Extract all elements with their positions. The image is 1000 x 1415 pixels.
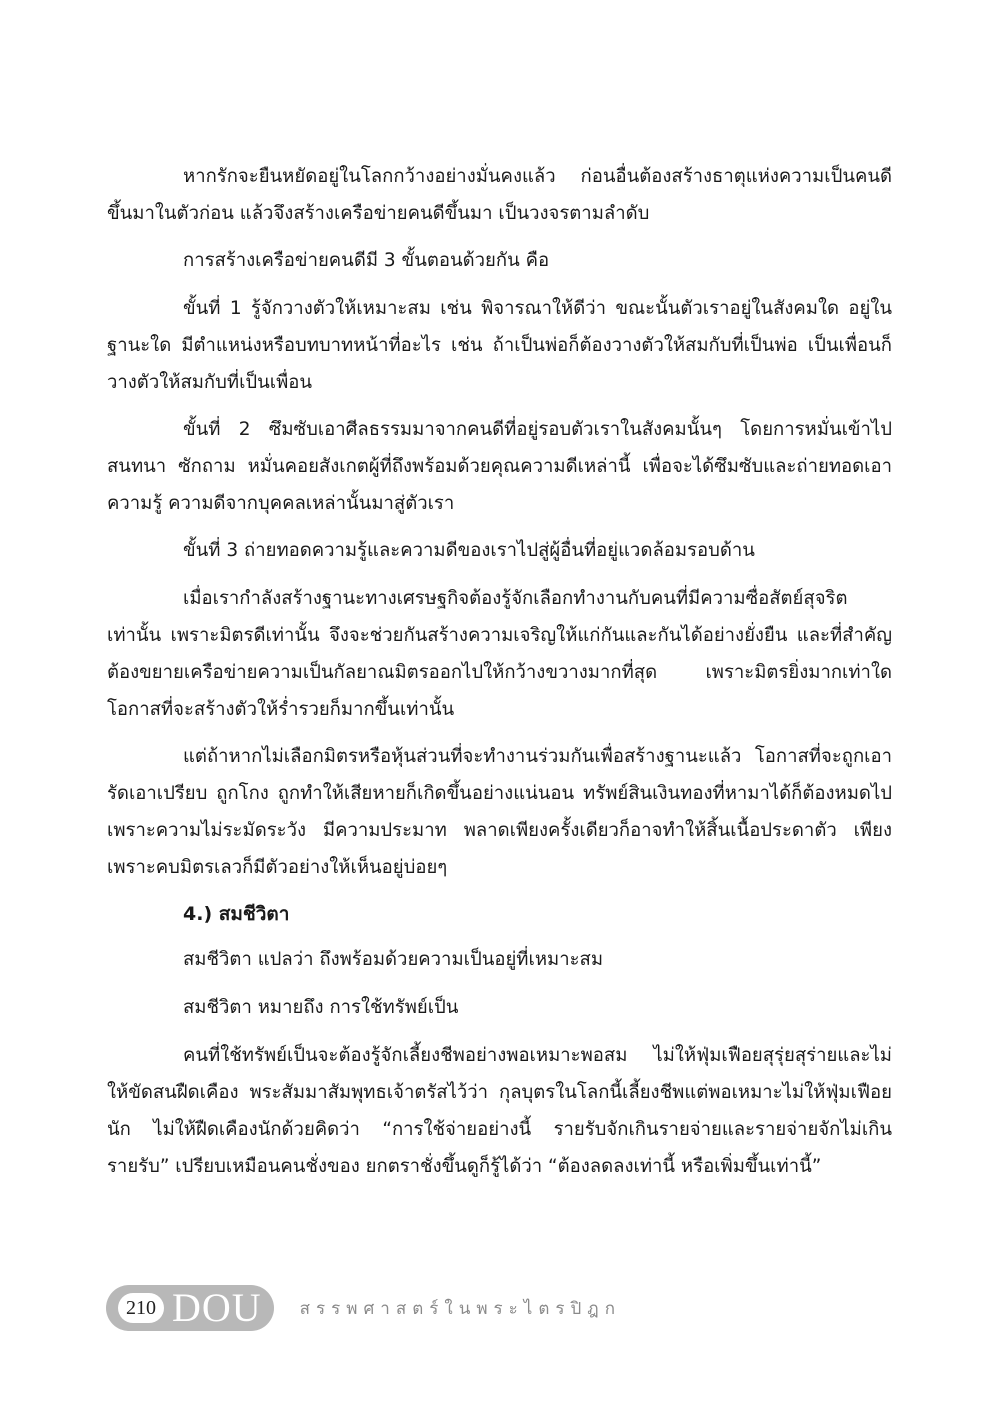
dou-logo: DOU — [172, 1285, 262, 1330]
paragraph-meaning: สมชีวิตา หมายถึง การใช้ทรัพย์เป็น — [183, 997, 459, 1018]
page-number: 210 — [118, 1293, 164, 1323]
paragraph-definition: สมชีวิตา แปลว่า ถึงพร้อมด้วยความเป็นอยู่ที่เหมาะสม — [183, 949, 604, 970]
paragraph-steps-intro: การสร้างเครือข่ายคนดีมี 3 ขั้นตอนด้วยกัน คือ — [183, 250, 550, 271]
section-heading: 4.) สมชีวิตา — [183, 903, 290, 925]
paragraph-warning: แต่ถ้าหากไม่เลือกมิตรหรือหุ้นส่วนที่จะทำงานร่วมกันเพื่อสร้างฐานะแล้ว โอกาสที่จะถูกเอารัดเอาเปรียบ ถูกโกง ถูกทำให้เสียหายก็เกิดขึ้นอย่างแน่นอน ทรัพย์สินเงินทองที่หามาได้ก็ต้องหมดไปเพราะความไม่ระมัดระวัง มีความประมาท พลาดเพียงครั้งเดียวก็อาจทำให้สิ้นเนื้อประดาตัว เพียงเพราะคบมิตรเลวก็มีตัวอย่างให้เห็นอยู่บ่อยๆ — [107, 746, 892, 878]
paragraph-explanation: คนที่ใช้ทรัพย์เป็นจะต้องรู้จักเลี้ยงชีพอย่างพอเหมาะพอสม ไม่ให้ฟุ่มเฟือยสุรุ่ยสุร่ายและไม่ให้ขัดสนฝืดเคือง พระสัมมาสัมพุทธเจ้าตรัสไว้ว่า กุลบุตรในโลกนี้เลี้ยงชีพแต่พอเหมาะไม่ให้ฟุ่มเฟือยนัก ไม่ให้ฝืดเคืองนักด้วยคิดว่า “การใช้จ่ายอย่างนี้ รายรับจักเกินรายจ่ายและรายจ่ายจักไม่เกินรายรับ” เปรียบเหมือนคนชั่งของ ยกตราชั่งขึ้นดูก็รู้ได้ว่า “ต้องลดลงเท่านี้ หรือเพิ่มขึ้นเท่านี้” — [107, 1045, 892, 1177]
page-body — [107, 158, 892, 1195]
paragraph-intro: หากรักจะยืนหยัดอยู่ในโลกกว้างอย่างมั่นคงแล้ว ก่อนอื่นต้องสร้างธาตุแห่งความเป็นคนดีขึ้นมาในตัวก่อน แล้วจึงสร้างเครือข่ายคนดีขึ้นมา เป็นวงจรตามลำดับ — [107, 166, 892, 224]
book-title: สรรพศาสตร์ในพระไตรปิฎก — [299, 1298, 622, 1319]
paragraph-step-3: ขั้นที่ 3 ถ่ายทอดความรู้และความดีของเราไปสู่ผู้อื่นที่อยู่แวดล้อมรอบด้าน — [183, 540, 755, 561]
paragraph-step-2: ขั้นที่ 2 ซึมซับเอาศีลธรรมมาจากคนดีที่อยู่รอบตัวเราในสังคมนั้นๆ โดยการหมั่นเข้าไปสนทนา ซักถาม หมั่นคอยสังเกตผู้ที่ถึงพร้อมด้วยคุณความดีเหล่านี้ เพื่อจะได้ซึมซับและถ่ายทอดเอาความรู้ ความดีจากบุคคลเหล่านั้นมาสู่ตัวเรา — [107, 419, 892, 514]
page-footer — [106, 1285, 621, 1331]
paragraph-step-1: ขั้นที่ 1 รู้จักวางตัวให้เหมาะสม เช่น พิจารณาให้ดีว่า ขณะนั้นตัวเราอยู่ในสังคมใด อยู่ในฐานะใด มีตำแหน่งหรือบทบาทหน้าที่อะไร เช่น ถ้าเป็นพ่อก็ต้องวางตัวให้สมกับที่เป็นพ่อ เป็นเพื่อนก็วางตัวให้สมกับที่เป็นเพื่อน — [107, 298, 892, 393]
footer-badge — [106, 1285, 274, 1331]
paragraph-economic: เมื่อเรากำลังสร้างฐานะทางเศรษฐกิจต้องรู้จักเลือกทำงานกับคนที่มีความซื่อสัตย์สุจริตเท่านั้น เพราะมิตรดีเท่านั้น จึงจะช่วยกันสร้างความเจริญให้แก่กันและกันได้อย่างยั่งยืน และที่สำคัญต้องขยายเครือข่ายความเป็นกัลยาณมิตรออกไปให้กว้างขวางมากที่สุด เพราะมิตรยิ่งมากเท่าใด โอกาสที่จะสร้างตัวให้ร่ำรวยก็มากขึ้นเท่านั้น — [107, 588, 892, 720]
